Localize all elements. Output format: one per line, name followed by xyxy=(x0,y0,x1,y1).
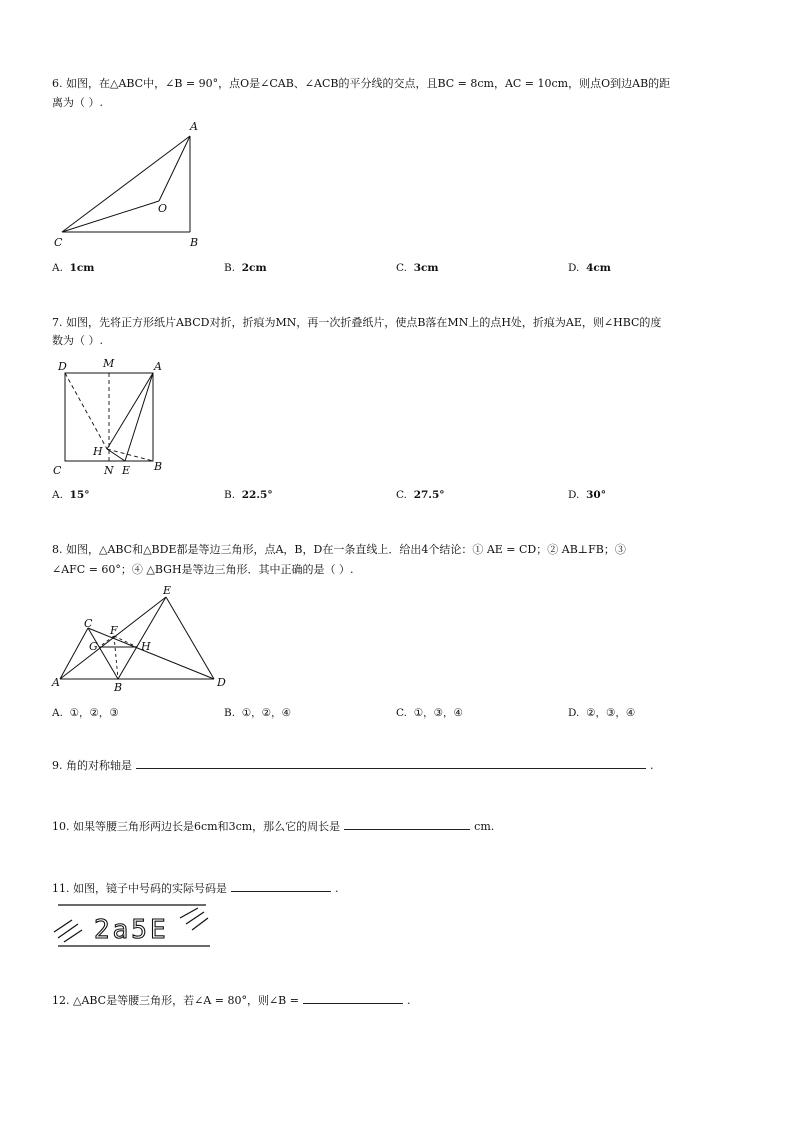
q6-text-line2: 离为（ ）. xyxy=(52,96,103,109)
q9-prefix: 9. 角的对称轴是 xyxy=(52,759,132,772)
q8-option-a-letter: A. xyxy=(52,707,63,719)
q7-text-line1: 7. 如图，先将正方形纸片ABCD对折，折痕为MN，再一次折叠纸片，使点B落在MN上的点H处，折痕为AE，则∠HBC的度 xyxy=(52,316,662,329)
q11-mirror-number: 2a5E xyxy=(94,915,169,945)
q8-option-d-value: ②，③，④ xyxy=(586,707,636,719)
q8-option-b-letter: B. xyxy=(224,707,236,719)
q6-option-c-letter: C. xyxy=(396,262,407,274)
q7-label-h: H xyxy=(93,445,103,458)
q12-row xyxy=(52,991,410,1011)
q11-suffix: . xyxy=(335,882,339,895)
q8-option-a-value: ①，②，③ xyxy=(69,707,119,719)
q6-option-c-value: 3cm xyxy=(413,262,439,274)
q8-label-c: C xyxy=(84,617,93,630)
q6-option-a-value: 1cm xyxy=(69,262,95,274)
q8-label-d: D xyxy=(217,676,226,689)
q8-option-c-value: ①，③，④ xyxy=(413,707,463,719)
q6-option-b-value: 2cm xyxy=(241,262,267,274)
q10-suffix: cm. xyxy=(474,820,495,833)
q7-option-d-letter: D. xyxy=(568,489,580,501)
q7-label-c: C xyxy=(53,464,62,477)
q8-label-g: G xyxy=(89,640,98,653)
q11-hatch-2 xyxy=(58,924,78,938)
q7-text-line2: 数为（ ）. xyxy=(52,334,103,347)
q7-label-m: M xyxy=(103,357,115,370)
q8-option-c-letter: C. xyxy=(396,707,407,719)
q8-option-d-letter: D. xyxy=(568,707,580,719)
q12-answer-blank[interactable] xyxy=(303,991,403,1004)
q7-option-b-letter: B. xyxy=(224,489,236,501)
q6-text-line1: 6. 如图，在△ABC中，∠B = 90°，点O是∠CAB、∠ACB的平分线的交点，且BC = 8cm，AC = 10cm，则点O到边AB的距 xyxy=(52,77,671,90)
q8-option-b-value: ①，②，④ xyxy=(241,707,291,719)
q7-label-b: B xyxy=(154,460,163,473)
q12-prefix: 12. △ABC是等腰三角形，若∠A = 80°，则∠B = xyxy=(52,994,299,1007)
q6-label-b: B xyxy=(190,236,199,249)
q11-hatch-4 xyxy=(180,908,198,918)
q8-label-e: E xyxy=(163,584,172,597)
q6-option-a-letter: A. xyxy=(52,262,63,274)
q6-option-d-letter: D. xyxy=(568,262,580,274)
q8-label-h: H xyxy=(141,640,151,653)
q7-label-n: N xyxy=(104,464,114,477)
q7-option-a-letter: A. xyxy=(52,489,63,501)
q7-option-d-value: 30° xyxy=(586,489,606,501)
q9-suffix: . xyxy=(650,759,654,772)
q11-prefix: 11. 如图，镜子中号码的实际号码是 xyxy=(52,882,227,895)
q8-text-line2: ∠AFC = 60°；④ △BGH是等边三角形．其中正确的是（ ）. xyxy=(52,563,354,576)
q7-option-c-letter: C. xyxy=(396,489,407,501)
q7-label-a: A xyxy=(154,360,162,373)
q10-prefix: 10. 如果等腰三角形两边长是6cm和3cm，那么它的周长是 xyxy=(52,820,341,833)
q12-suffix: . xyxy=(406,994,411,1007)
q7-option-b-value: 22.5° xyxy=(241,489,273,501)
q7-option-c-value: 27.5° xyxy=(413,489,445,501)
q11-hatch-6 xyxy=(192,918,208,930)
q8-label-a: A xyxy=(52,676,60,689)
q7-option-a-value: 15° xyxy=(69,489,90,501)
q6-label-a: A xyxy=(190,120,198,133)
q6-option-d-value: 4cm xyxy=(586,262,611,274)
q6-label-o: O xyxy=(158,202,168,215)
q7-label-d: D xyxy=(58,360,67,373)
q6-label-c: C xyxy=(54,236,63,249)
q8-label-b: B xyxy=(114,681,123,694)
q8-label-f: F xyxy=(110,624,118,637)
q6-option-b-letter: B. xyxy=(224,262,236,274)
q7-label-e: E xyxy=(122,464,131,477)
q8-text-line1: 8. 如图，△ABC和△BDE都是等边三角形，点A，B，D在一条直线上．给出4个结论：① AE = CD；② AB⊥FB；③ xyxy=(52,543,626,556)
